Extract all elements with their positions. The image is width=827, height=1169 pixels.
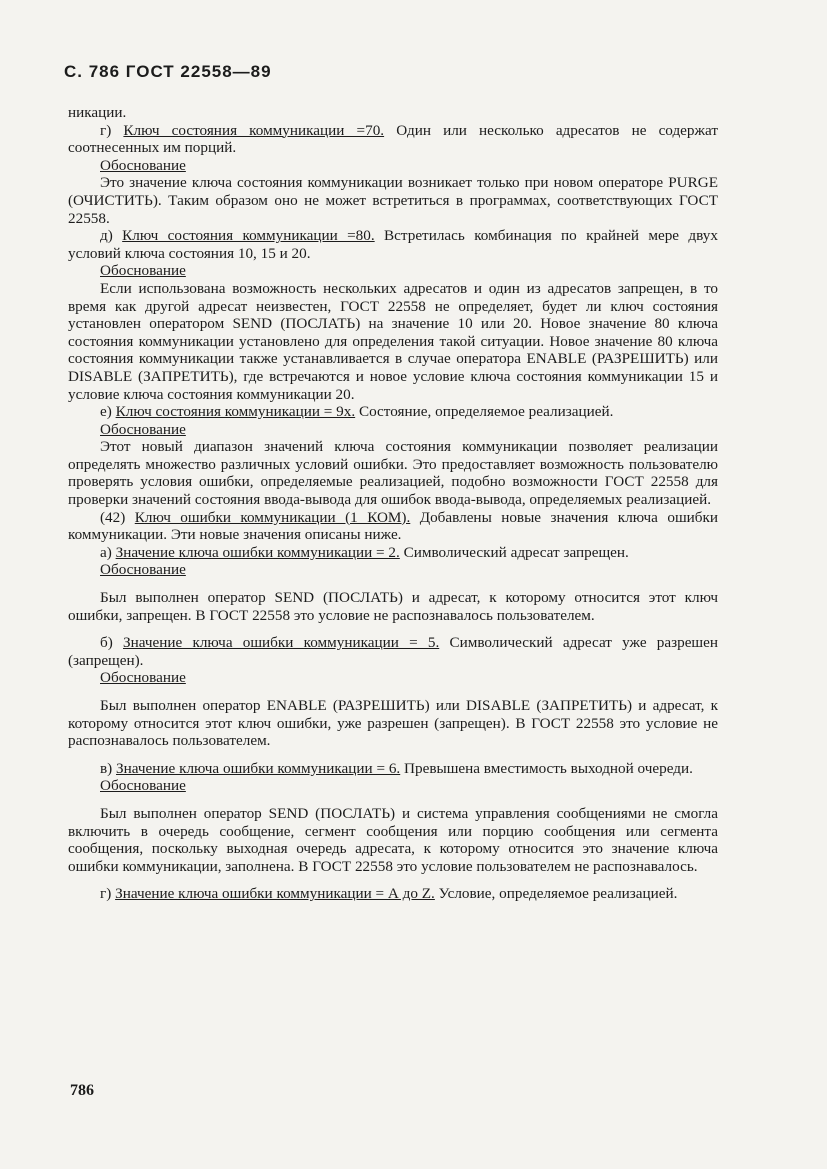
list-item xyxy=(68,885,718,903)
paragraph-gap xyxy=(68,579,718,589)
paragraph-gap xyxy=(68,875,718,885)
paragraph: Если использована возможность нескольких адресатов и один из адресатов запрещен, в то время как другой адресат неизвестен, ГОСТ 22558 не определяет, будет ли ключ состояния установлен оператором SEND (ПОСЛАТЬ) на значение 10 или 20. Новое значение 80 ключа состояния коммуникации установлено для определения такой ситуации. Новое значение 80 ключа состояния коммуникации также устанавливается в случае оператора ENABLE (РАЗРЕШИТЬ) или DISABLE (ЗАПРЕТИТЬ), где встречаются и новое условие ключа состояния коммуникации 15 и условие ключа состояния коммуникации 20. xyxy=(68,279,718,403)
section-heading xyxy=(100,777,718,795)
list-item xyxy=(68,544,718,562)
paragraph: Это значение ключа состояния коммуникации возникает только при новом операторе PURGE (ОЧИСТИТЬ). Таким образом оно не может встретиться в программах, соответствующих ГОСТ 22558. xyxy=(68,174,718,227)
section-heading xyxy=(100,157,718,175)
paragraph-gap xyxy=(68,795,718,805)
section-heading-text: Обоснование xyxy=(100,262,186,280)
item-description: Условие, определяемое реализацией. xyxy=(434,885,678,903)
item-marker: д) xyxy=(100,227,123,245)
paragraph: Был выполнен оператор SEND (ПОСЛАТЬ) и адресат, к которому относится этот ключ ошибки, запрещен. В ГОСТ 22558 это условие не распознавалось пользователем. xyxy=(68,589,718,624)
section-heading xyxy=(100,262,718,280)
item-description: Символический адресат запрещен. xyxy=(399,543,629,561)
item-description: Символический адресат уже разрешен (запрещен). xyxy=(68,634,718,669)
list-item xyxy=(68,509,718,544)
item-description: Один или несколько адресатов не содержат соотнесенных им порций. xyxy=(68,121,719,157)
item-term: Ключ состояния коммуникации =80. xyxy=(122,227,375,245)
item-term: Ключ состояния коммуникации =70. xyxy=(123,121,385,139)
section-heading-text: Обоснование xyxy=(100,669,186,687)
item-marker: в) xyxy=(100,759,117,777)
section-heading-text: Обоснование xyxy=(100,777,186,795)
paragraph: Этот новый диапазон значений ключа состояния коммуникации позволяет реализации определять множество различных условий ошибки. Это предоставляет возможность пользователю проверять условия ошибки, определяемые реализацией, подобно возможности ГОСТ 22558 для проверки значений состояния ввода-вывода для ошибок ввода-вывода, определяемых реализацией. xyxy=(68,438,718,509)
item-marker: б) xyxy=(100,634,123,652)
item-term: Значение ключа ошибки коммуникации = 2. xyxy=(115,543,400,561)
item-marker: е) xyxy=(100,403,116,421)
item-description: Состояние, определяемое реализацией. xyxy=(355,403,614,421)
item-term: Ключ ошибки коммуникации (1 КОМ). xyxy=(134,508,411,526)
item-marker: г) xyxy=(100,885,116,903)
page-header: С. 786 ГОСТ 22558—89 xyxy=(64,62,272,81)
item-marker: г) xyxy=(100,121,124,139)
item-description: Превышена вместимость выходной очереди. xyxy=(400,759,693,777)
section-heading-text: Обоснование xyxy=(100,156,186,174)
section-heading xyxy=(100,561,718,579)
list-item xyxy=(68,403,718,421)
paragraph: Был выполнен оператор SEND (ПОСЛАТЬ) и система управления сообщениями не смогла включить в очередь сообщение, сегмент сообщения или порцию сообщения или сегмента сообщения, поскольку выходная очередь адресата, к которому относится это значение ключа ошибки коммуникации, заполнена. В ГОСТ 22558 это условие пользователем не распознавалось. xyxy=(68,804,718,875)
item-term: Значение ключа ошибки коммуникации = 5. xyxy=(123,634,440,652)
item-description: Встретилась комбинация по крайней мере двух условий ключа состояния 10, 15 и 20. xyxy=(68,227,718,262)
list-item xyxy=(68,122,718,157)
paragraph-gap xyxy=(68,687,718,697)
section-heading xyxy=(100,421,718,439)
item-term: Значение ключа ошибки коммуникации = 6. xyxy=(116,759,401,777)
item-marker: (42) xyxy=(100,508,135,526)
section-heading xyxy=(100,669,718,687)
list-item xyxy=(68,634,718,669)
document-body xyxy=(68,104,718,903)
item-term: Значение ключа ошибки коммуникации = А до Z. xyxy=(115,885,435,903)
section-heading-text: Обоснование xyxy=(100,561,186,579)
list-item xyxy=(68,760,718,778)
list-item xyxy=(68,227,718,262)
paragraph: никации. xyxy=(68,104,127,121)
item-marker: а) xyxy=(100,543,116,561)
section-heading-text: Обоснование xyxy=(100,420,186,438)
page-number: 786 xyxy=(70,1082,94,1099)
paragraph-gap xyxy=(68,750,718,760)
item-term: Ключ состояния коммуникации = 9х. xyxy=(115,403,356,421)
item-description: Добавлены новые значения ключа ошибки коммуникации. Эти новые значения описаны ниже. xyxy=(68,508,719,544)
paragraph: Был выполнен оператор ENABLE (РАЗРЕШИТЬ) или DISABLE (ЗАПРЕТИТЬ) и адресат, к которому относится этот ключ ошибки, уже разрешен (запрещен). В ГОСТ 22558 это условие не распознавалось пользователем. xyxy=(68,697,718,750)
paragraph-gap xyxy=(68,624,718,634)
